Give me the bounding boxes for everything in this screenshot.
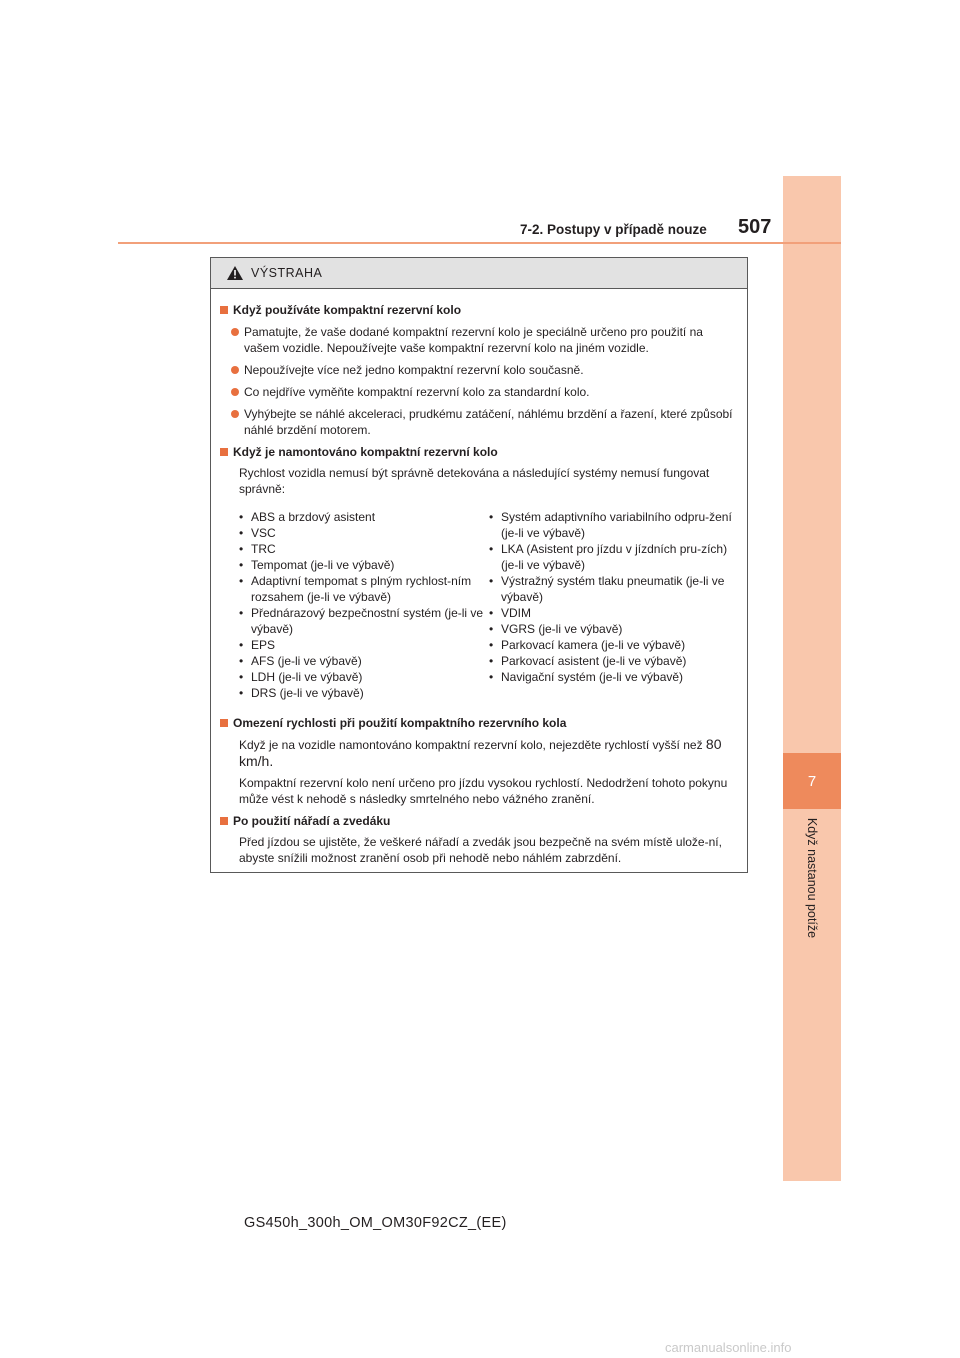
list-item: • Parkovací kamera (je-li ve výbavě) (489, 638, 686, 652)
list-item: • Výstražný systém tlaku pneumatik (je-li ve výbavě) (489, 574, 725, 604)
circle-bullet-icon (231, 328, 239, 336)
list-item: • Navigační systém (je-li ve výbavě) (489, 670, 684, 684)
list-item: Nepoužívejte více než jedno kompaktní rezervní kolo současně. (231, 362, 739, 378)
list-item: • ABS a brzdový asistent (239, 510, 376, 524)
chapter-side-tab (783, 176, 841, 1181)
warning-content (211, 289, 747, 866)
warning-box (210, 257, 748, 873)
circle-bullet-icon (231, 366, 239, 374)
section-paragraph: Kompaktní rezervní kolo není určeno pro jízdu vysokou rychlostí. Nedodržení tohoto pokynu může vést k nehodě s následky smrtelného nebo vážného zranění. (239, 776, 728, 806)
list-item: • VDIM (489, 606, 531, 620)
list-item: Co nejdříve vyměňte kompaktní rezervní kolo za standardní kolo. (231, 384, 739, 400)
list-item: • EPS (239, 638, 276, 652)
section-heading: Omezení rychlosti při použití kompaktního rezervního kola (219, 715, 739, 731)
chapter-number-badge: 7 (783, 753, 841, 809)
warning-label: VÝSTRAHA (251, 266, 323, 280)
manual-code-footer: GS450h_300h_OM_OM30F92CZ_(EE) (244, 1215, 507, 1231)
square-bullet-icon (220, 719, 228, 727)
circle-bullet-icon (231, 388, 239, 396)
list-item: • DRS (je-li ve výbavě) (239, 686, 364, 700)
section-paragraph: Před jízdou se ujistěte, že veškeré nářadí a zvedák jsou bezpečně na svém místě ulože-ní, abyste snížili možnost zranění osob při nehodě nebo náhlém zabrzdění. (239, 835, 722, 865)
warning-triangle-icon (227, 266, 243, 280)
list-item: • AFS (je-li ve výbavě) (239, 654, 362, 668)
affected-systems-lists (239, 509, 739, 701)
list-item: • VGRS (je-li ve výbavě) (489, 622, 623, 636)
systems-list-right (489, 509, 739, 701)
header-divider (118, 242, 841, 244)
section-title: 7-2. Postupy v případě nouze (520, 222, 707, 237)
square-bullet-icon (220, 448, 228, 456)
square-bullet-icon (220, 306, 228, 314)
systems-list-left (239, 509, 489, 701)
list-item: • Parkovací asistent (je-li ve výbavě) (489, 654, 687, 668)
list-item: Vyhýbejte se náhlé akceleraci, prudkému zatáčení, náhlému brzdění a řazení, které způsobí náhlé brzdění motorem. (231, 406, 739, 438)
section-paragraph: Když je na vozidle namontováno kompaktní rezervní kolo, nejezděte rychlostí vyšší než 80 km/h. (239, 736, 722, 769)
section-heading: Když používáte kompaktní rezervní kolo (219, 302, 739, 318)
chapter-title-vertical: Když nastanou potíže (805, 817, 819, 939)
list-item: • Přednárazový bezpečnostní systém (je-li ve výbavě) (239, 606, 484, 636)
square-bullet-icon (220, 817, 228, 825)
list-item: • LDH (je-li ve výbavě) (239, 670, 363, 684)
page-number: 507 (738, 216, 772, 238)
list-item: • LKA (Asistent pro jízdu v jízdních pru-zích) (je-li ve výbavě) (489, 542, 728, 572)
watermark: carmanualsonline.info (665, 1340, 792, 1355)
list-item: • Systém adaptivního variabilního odpru-žení (je-li ve výbavě) (489, 510, 732, 540)
list-item: • Tempomat (je-li ve výbavě) (239, 558, 395, 572)
section-heading: Po použití nářadí a zvedáku (219, 813, 739, 829)
section-heading: Když je namontováno kompaktní rezervní kolo (219, 444, 739, 460)
list-item: • VSC (239, 526, 276, 540)
circle-bullet-icon (231, 410, 239, 418)
list-item: Pamatujte, že vaše dodané kompaktní rezervní kolo je speciálně určeno pro použití na vašem vozidle. Nepoužívejte vaše kompaktní rezervní kolo na jiném vozidle. (231, 324, 739, 356)
warning-header (211, 258, 747, 289)
section-paragraph: Rychlost vozidla nemusí být správně detekována a následující systémy nemusí fungovat správně: (239, 466, 710, 496)
list-item: • TRC (239, 542, 276, 556)
list-item: • Adaptivní tempomat s plným rychlost-ním rozsahem (je-li ve výbavě) (239, 574, 472, 604)
